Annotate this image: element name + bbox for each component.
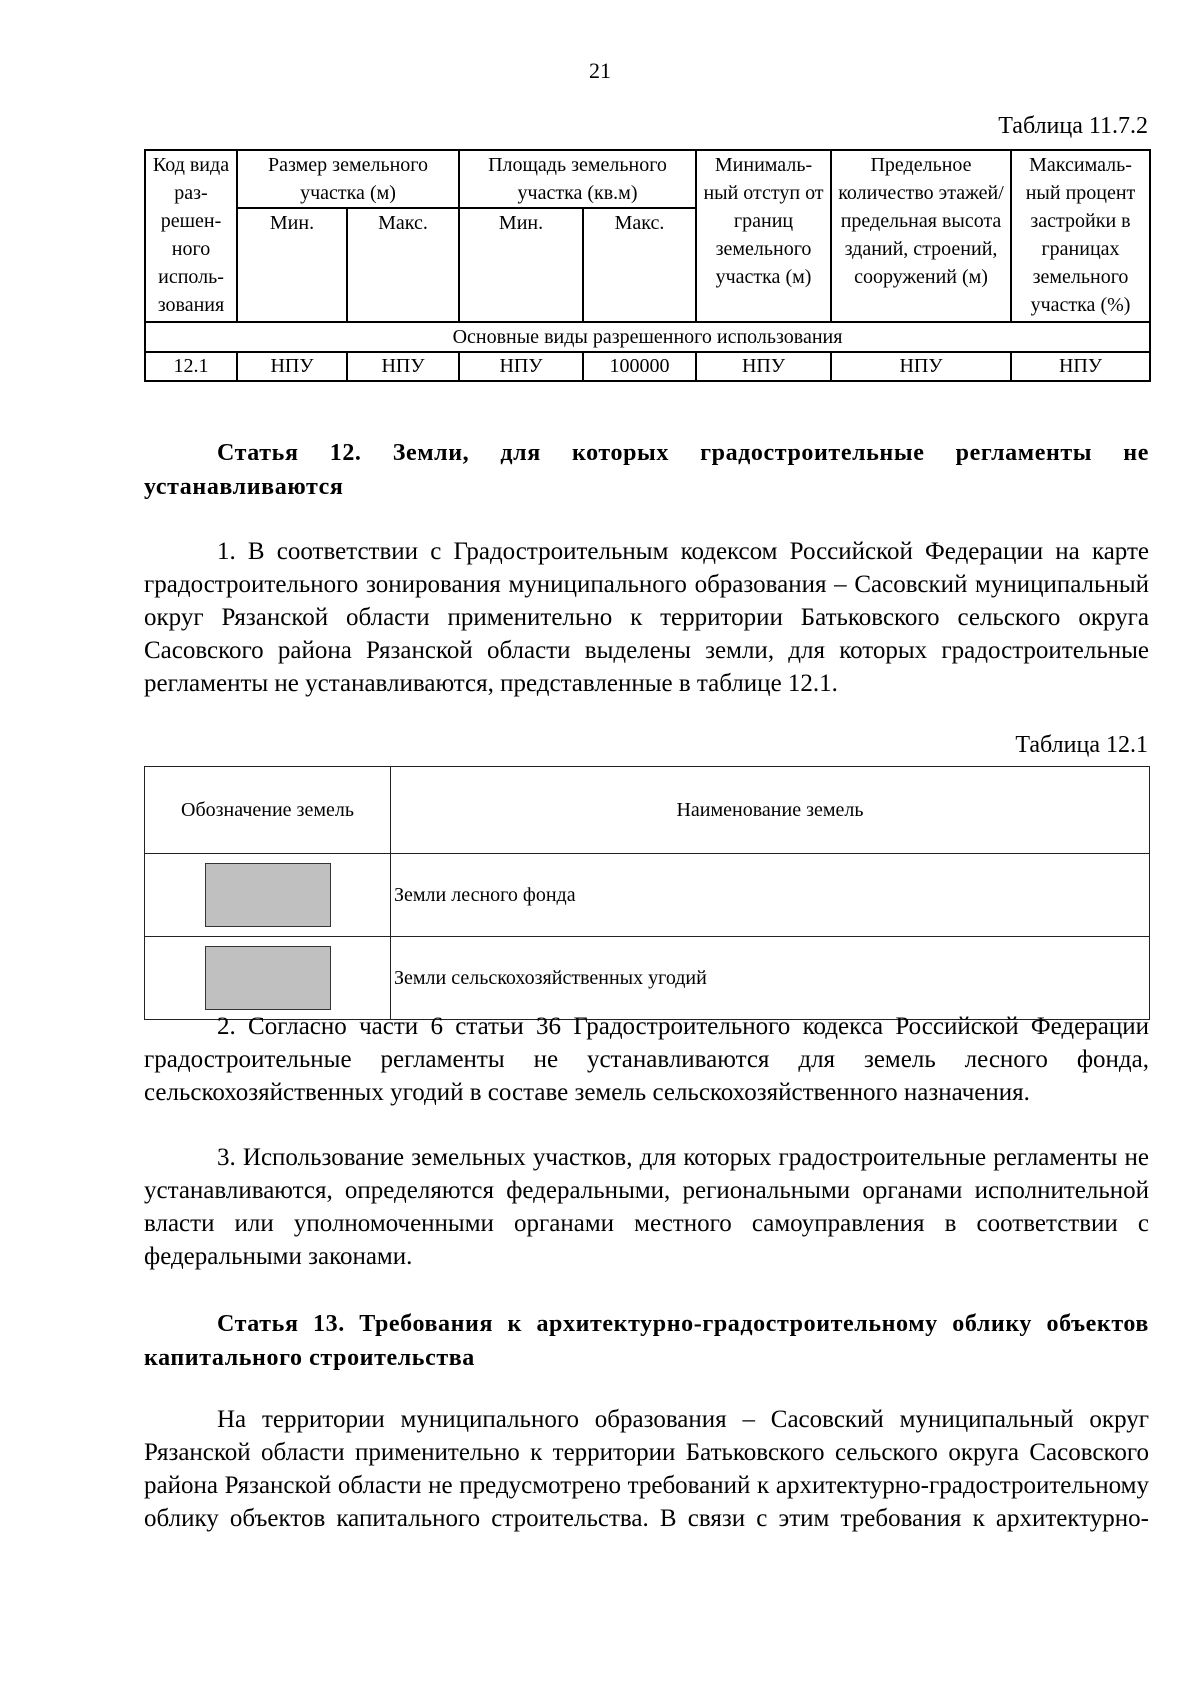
header-area-max: Макс. xyxy=(583,208,696,322)
table-row xyxy=(145,352,1150,381)
header-plot-size: Размер земельного участка (м) xyxy=(237,150,459,208)
header-size-min: Мин. xyxy=(237,208,347,322)
table-row xyxy=(145,854,1150,937)
cell-size-min: НПУ xyxy=(237,352,347,381)
header-size-max: Макс. xyxy=(347,208,459,322)
header-max-floors: Предельное количество этажей/ предельная высота зданий, строений, сооружений (м) xyxy=(831,150,1011,322)
cell-area-min: НПУ xyxy=(459,352,583,381)
article-12-heading: Статья 12. Земли, для которых градостроительные регламенты не устанавливаются xyxy=(144,440,1149,500)
table-row xyxy=(145,937,1150,1020)
land-name: Земли лесного фонда xyxy=(391,854,1150,937)
article-12-paragraph-3: 3. Использование земельных участков, для которых градостроительные регламенты не устанавливаются, определяются федеральными, региональными органами исполнительной власти или уполномоченными органами местного самоуправления в соответствии с федеральными законами. xyxy=(144,1144,1149,1270)
legend-swatch xyxy=(205,946,331,1010)
cell-size-max: НПУ xyxy=(347,352,459,381)
cell-min-offset: НПУ xyxy=(696,352,831,381)
header-area-min: Мин. xyxy=(459,208,583,322)
lands-table xyxy=(144,766,1150,1020)
cell-max-floors: НПУ xyxy=(831,352,1011,381)
header-designation: Обозначение земель xyxy=(145,767,391,854)
table-11-7-2-caption: Таблица 11.7.2 xyxy=(998,113,1148,139)
header-plot-area: Площадь земельного участка (кв.м) xyxy=(459,150,696,208)
legend-swatch xyxy=(205,863,331,927)
header-code: Код вида раз- решен- ного исполь- зования xyxy=(145,150,237,322)
header-max-coverage: Максималь- ный процент застройки в границах земельного участка (%) xyxy=(1011,150,1150,322)
page-number: 21 xyxy=(589,58,611,83)
header-land-name: Наименование земель xyxy=(391,767,1150,854)
cell-max-coverage: НПУ xyxy=(1011,352,1150,381)
cell-area-max: 100000 xyxy=(583,352,696,381)
article-12-paragraph-2: 2. Согласно части 6 статьи 36 Градостроительного кодекса Российской Федерации градостроительные регламенты не устанавливаются для земель лесного фонда, сельскохозяйственных угодий в составе земель сельскохозяйственного назначения. xyxy=(144,1013,1149,1106)
table-12-1-caption: Таблица 12.1 xyxy=(1015,732,1148,758)
article-13-heading: Статья 13. Требования к архитектурно-градостроительному облику объектов капитального строительства xyxy=(144,1311,1149,1371)
header-min-offset: Минималь- ный отступ от границ земельного участка (м) xyxy=(696,150,831,322)
article-12-paragraph-1: 1. В соответствии с Градостроительным кодексом Российской Федерации на карте градостроительного зонирования муниципального образования – Сасовский муниципальный округ Рязанской области применительно к территории Батьковского сельского округа Сасовского района Рязанской области выделены земли, для которых градостроительные регламенты не устанавливаются, представленные в таблице 12.1. xyxy=(144,538,1149,697)
land-name: Земли сельскохозяйственных угодий xyxy=(391,937,1150,1020)
article-13-paragraph-1: На территории муниципального образования – Сасовский муниципальный округ Рязанской области применительно к территории Батьковского сельского округа Сасовского района Рязанской области не предусмотрено требований к архитектурно-градостроительному облику объектов капитального строительства. В связи с этим требования к архитектурно- xyxy=(144,1406,1149,1532)
cell-code: 12.1 xyxy=(145,352,237,381)
section-title: Основные виды разрешенного использования xyxy=(145,322,1150,352)
regulations-table xyxy=(144,149,1151,382)
